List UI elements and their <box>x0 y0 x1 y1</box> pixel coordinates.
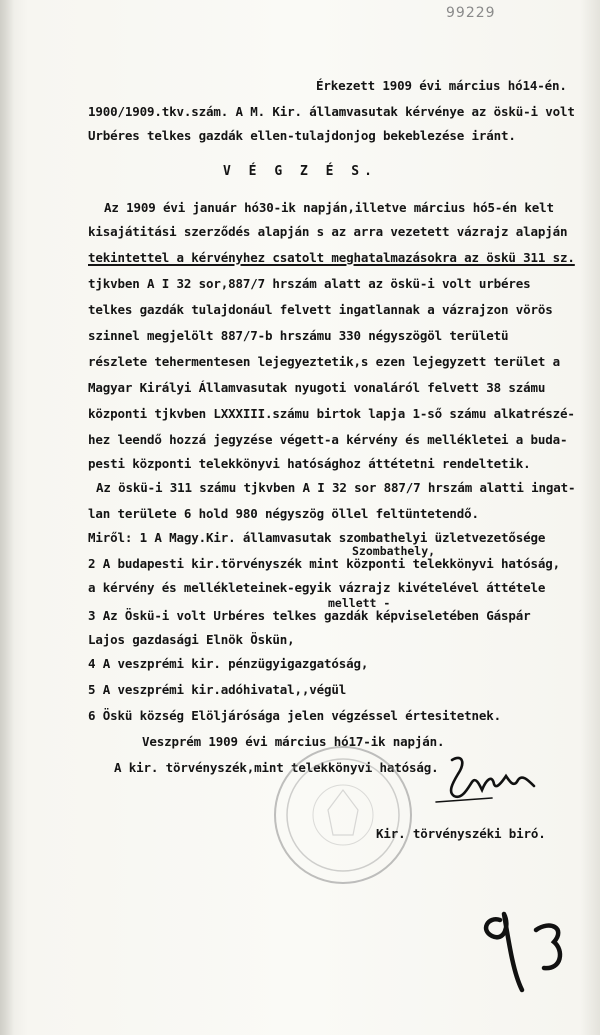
inserted-word: mellett - <box>328 596 391 610</box>
body-line: pesti központi telekkönyvi hatósághoz áttétetni rendeltetik. <box>88 456 531 471</box>
court-line: A kir. törvényszék,mint telekkönyvi hatóság. <box>114 760 439 775</box>
body-line: tjkvben A I 32 sor,887/7 hrszám alatt az öskü-i volt urbéres <box>88 276 531 291</box>
body-line: szinnel megjelölt 887/7-b hrszámu 330 négyszögöl területü <box>88 328 509 343</box>
body-line: hez leendő hozzá jegyzése végett-a kérvény és mellékletei a buda- <box>88 432 568 447</box>
body-line: tekintettel a kérvényhez csatolt meghatalmazásokra az öskü 311 sz. <box>88 250 575 265</box>
notify-item: 4 A veszprémi kir. pénzügyigazgatóság, <box>88 656 369 671</box>
judge-signature <box>432 752 542 812</box>
header-line-1: 1900/1909.tkv.szám. A M. Kir. államvasutak kérvénye az öskü-i volt <box>88 104 575 119</box>
header-line-2: Urbéres telkes gazdák ellen-tulajdonjog bekeblezése iránt. <box>88 128 516 143</box>
received-line: Érkezett 1909 évi március hó14-én. <box>316 78 567 93</box>
place-date: Veszprém 1909 évi március hó17-ik napján. <box>142 734 445 749</box>
notify-item: 3 Az Öskü-i volt Urbéres telkes gazdák képviseletében Gáspár <box>88 608 531 623</box>
document-title: V É G Z É S. <box>223 164 377 179</box>
notify-item: 5 A veszprémi kir.adóhivatal,,végül <box>88 682 347 697</box>
body-line: Magyar Királyi Államvasutak nyugoti vonaláról felvett 38 számu <box>88 380 546 395</box>
body-line: központi tjkvben LXXXIII.számu birtok lapja 1-ső számu alkatrészé- <box>88 406 575 421</box>
archive-number: 99229 <box>446 5 496 21</box>
notify-intro: Miről: 1 A Magy.Kir. államvasutak szombathelyi üzletvezetősége <box>88 530 546 545</box>
court-seal <box>268 740 418 890</box>
body-line: részlete tehermentesen lejegyeztetik,s ezen lejegyzett terület a <box>88 354 561 369</box>
notify-item: Lajos gazdasági Elnök Öskün, <box>88 632 295 647</box>
body-line: Az 1909 évi január hó30-ik napján,illetve március hó5-én kelt <box>104 200 554 215</box>
area-line-2: lan területe 6 hold 980 négyszög öllel feltüntetendő. <box>88 506 479 521</box>
judge-title: Kir. törvényszéki biró. <box>376 826 546 841</box>
scan-edge-shadow <box>0 0 14 1035</box>
area-line-1: Az öskü-i 311 számu tjkvben A I 32 sor 887/7 hrszám alatti ingat- <box>96 480 576 495</box>
body-line: telkes gazdák tulajdonául felvett ingatlannak a vázrajzon vörös <box>88 302 553 317</box>
inserted-word: Szombathely, <box>352 544 436 558</box>
notify-item: 6 Öskü község Elöljárósága jelen végzéssel értesitetnek. <box>88 708 502 723</box>
notify-item: a kérvény és mellékleteinek-egyik vázrajz kivételével áttétele <box>88 580 546 595</box>
notify-item: 2 A budapesti kir.törvényszék mint központi telekkönyvi hatóság, <box>88 556 561 571</box>
handwritten-mark <box>470 890 580 1000</box>
body-line: kisajátitási szerződés alapján s az arra vezetett vázrajz alapján <box>88 224 568 239</box>
